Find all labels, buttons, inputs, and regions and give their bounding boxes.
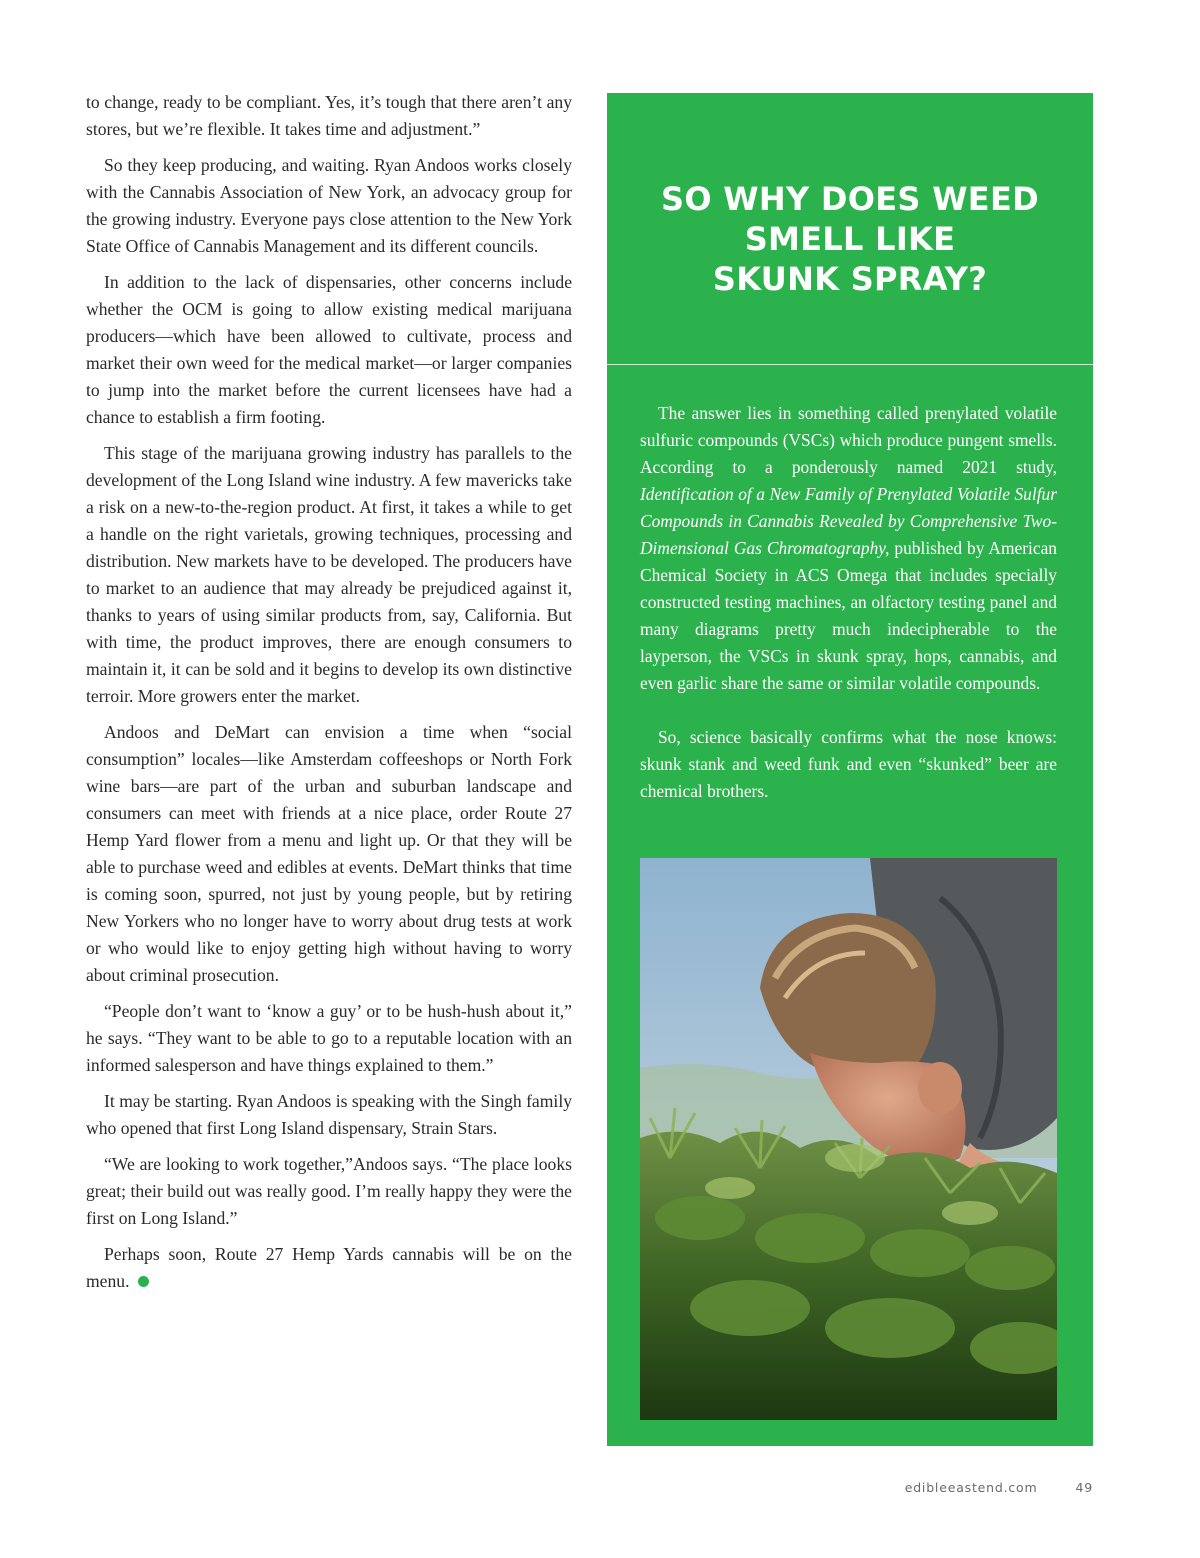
page-footer <box>905 1480 1093 1495</box>
article-body-column <box>86 89 572 1304</box>
article-paragraph: to change, ready to be compliant. Yes, it’s tough that there aren’t any stores, but we’re flexible. It takes time and adjustment.” <box>86 92 572 139</box>
end-of-article-dot-icon <box>138 1276 149 1287</box>
sidebar-paragraph: So, science basically confirms what the nose knows: skunk stank and weed funk and even “skunked” beer are chemical brothers. <box>640 727 1057 801</box>
article-paragraph: “People don’t want to ‘know a guy’ or to be hush-hush about it,” he says. “They want to be able to go to a reputable location with an informed salesperson and have things explained to them.” <box>86 1001 572 1075</box>
footer-url: edibleeastend.com <box>904 1480 1038 1495</box>
sidebar-title-line: SO WHY DOES WEED <box>661 180 1039 218</box>
sidebar-paragraph <box>640 400 1057 697</box>
sidebar-title <box>607 179 1093 299</box>
article-paragraph: So they keep producing, and waiting. Ryan Andoos works closely with the Cannabis Association of New York, an advocacy group for the growing industry. Everyone pays close attention to the New York State Office of Cannabis Management and its different councils. <box>86 155 572 256</box>
article-paragraph: “We are looking to work together,”Andoos says. “The place looks great; their build out was really good. I’m really happy they were the first on Long Island.” <box>86 1154 572 1228</box>
sidebar-body <box>640 400 1057 832</box>
sidebar-title-line: SMELL LIKE <box>744 220 956 258</box>
sidebar-paragraph-text: published by American Chemical Society in ACS Omega that includes specially constructed testing machines, an olfactory testing panel and many diagrams pretty much indecipherable to the layperson, the VSCs in skunk spray, hops, cannabis, and even garlic share the same or similar volatile compounds. <box>640 538 1057 693</box>
sidebar-divider <box>607 364 1093 365</box>
article-paragraph-text: Perhaps soon, Route 27 Hemp Yards cannabis will be on the menu. <box>86 1244 572 1291</box>
sidebar-paragraph-text: The answer lies in something called prenylated volatile sulfuric compounds (VSCs) which produce pungent smells. According to a ponderously named 2021 study, <box>640 403 1057 477</box>
photo-man-smelling-cannabis <box>640 858 1057 1420</box>
page-number: 49 <box>1075 1480 1093 1495</box>
article-paragraph-last <box>86 1241 572 1295</box>
sidebar-box <box>607 93 1093 1446</box>
sidebar-title-line: SKUNK SPRAY? <box>712 260 988 298</box>
article-paragraph: Andoos and DeMart can envision a time when “social consumption” locales—like Amsterdam coffeeshops or North Fork wine bars—are part of the urban and suburban landscape and consumers can meet with friends at a nice place, order Route 27 Hemp Yard flower from a menu and light up. Or that they will be able to purchase weed and edibles at events. DeMart thinks that time is coming soon, spurred, not just by young people, but by retiring New Yorkers who no longer have to worry about drug tests at work or who would like to enjoy getting high without having to worry about criminal prosecution. <box>86 722 572 985</box>
article-paragraph: It may be starting. Ryan Andoos is speaking with the Singh family who opened that first Long Island dispensary, Strain Stars. <box>86 1091 572 1138</box>
article-paragraph: This stage of the marijuana growing industry has parallels to the development of the Long Island wine industry. A few mavericks take a risk on a new-to-the-region product. At first, it takes a while to get a handle on the right varietals, growing techniques, processing and distribution. New markets have to be developed. The producers have to market to an audience that may already be prejudiced against it, thanks to years of using similar products from, say, California. But with time, the product improves, there are enough consumers to maintain it, it can be sold and it begins to develop its own distinctive terroir. More growers enter the market. <box>86 443 572 706</box>
photo-illustration <box>640 858 1057 1420</box>
article-paragraph: In addition to the lack of dispensaries, other concerns include whether the OCM is going to allow existing medical marijuana producers—which have been allowed to cultivate, process and market their own weed for the medical market—or larger companies to jump into the market before the current licensees have had a chance to establish a firm footing. <box>86 272 572 427</box>
study-title: Identification of a New Family of Prenylated Volatile Sulfur Compounds in Cannabis Revealed by Comprehensive Two-Dimensional Gas Chromatography, <box>640 484 1057 558</box>
